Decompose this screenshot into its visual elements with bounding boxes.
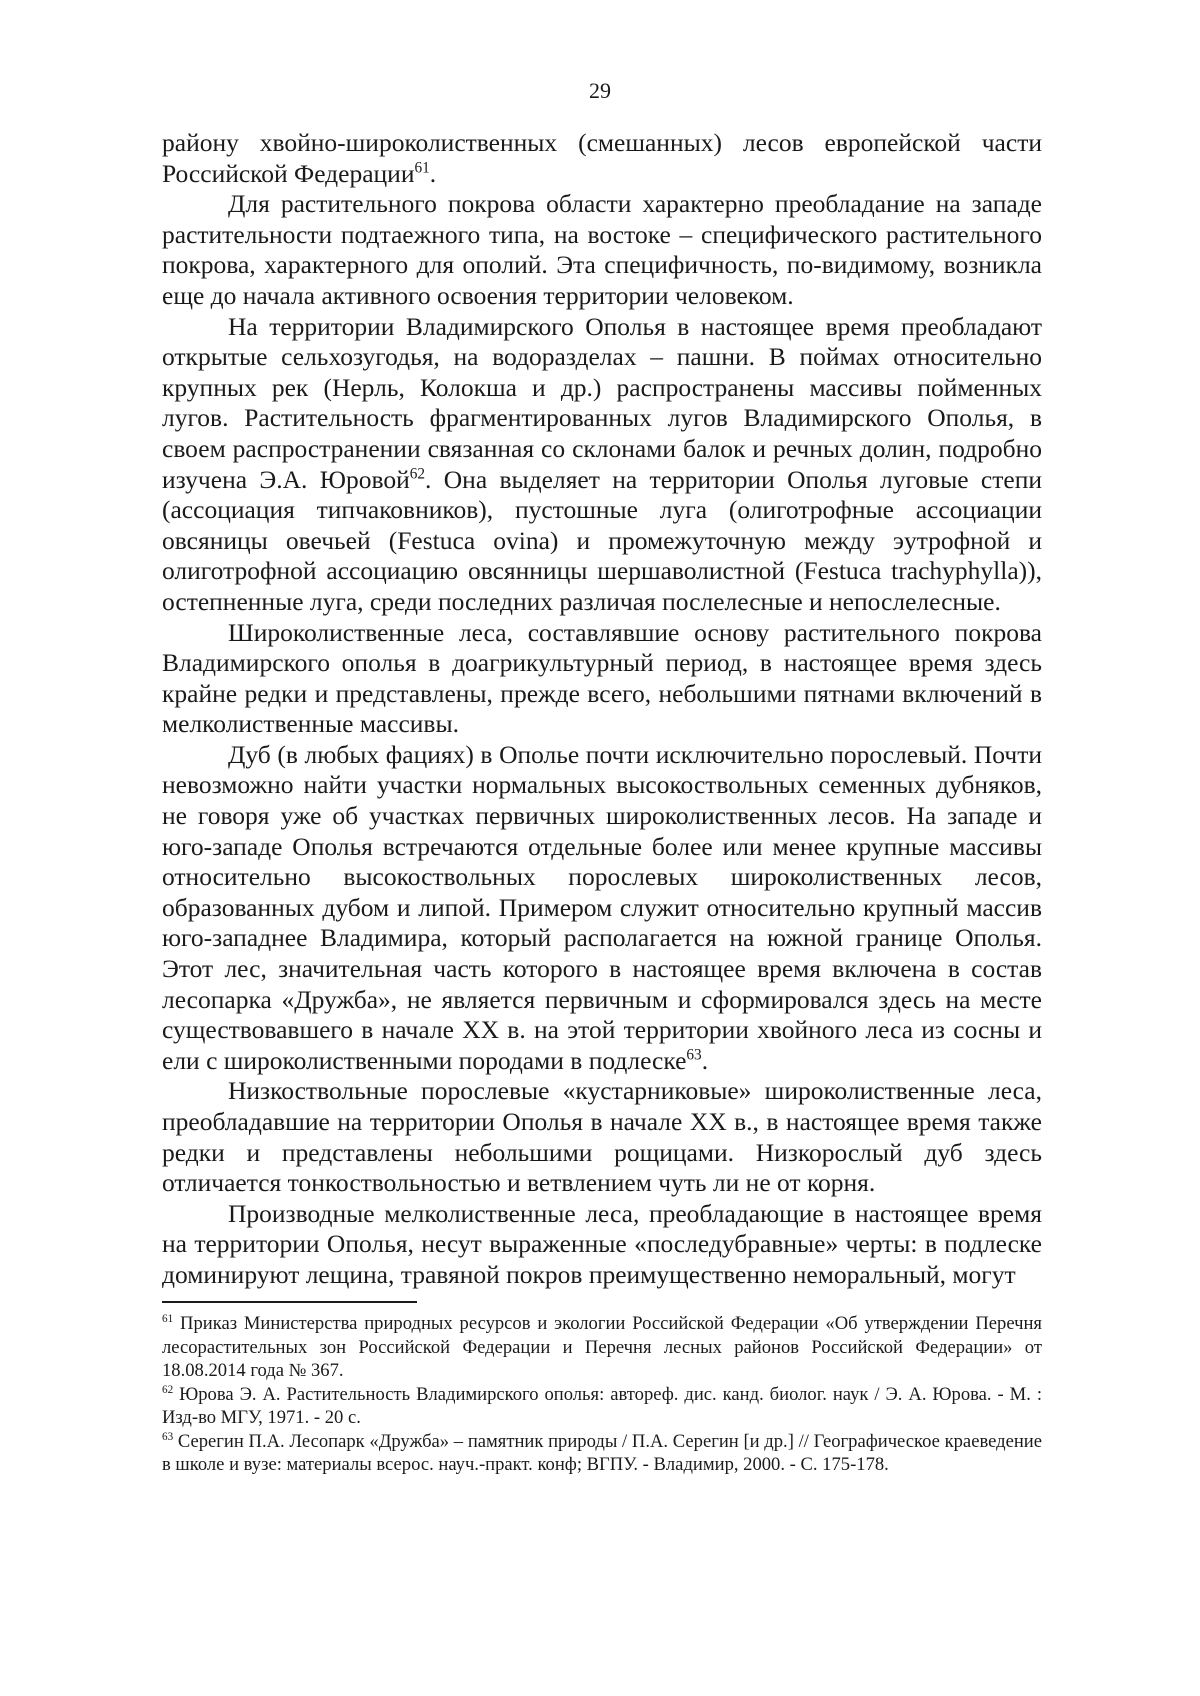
paragraph-text: району хвойно-широколиственных (смешанных) лесов европейской части Российской Федерации bbox=[162, 128, 1042, 188]
footnotes bbox=[162, 1312, 1042, 1477]
paragraph bbox=[162, 189, 1042, 311]
footnote-text: Юрова Э. А. Растительность Владимирского ополья: автореф. дис. канд. биолог. наук / Э. А. Юрова. - М. : Изд-во МГУ, 1971. - 20 с. bbox=[162, 1383, 1042, 1428]
paragraph bbox=[162, 312, 1042, 618]
page-number: 29 bbox=[589, 78, 611, 103]
paragraph bbox=[162, 1076, 1042, 1198]
paragraph-text: На территории Владимирского Ополья в настоящее время преобладают открытые сельхозугодья, на водоразделах – пашни. В поймах относительно крупных рек (Нерль, Колокша и др.) распространены массивы пойменных лугов. Растительность фрагментированных лугов Владимирского Ополья, в своем распространении связанная со склонами балок и речных долин, подробно изучена Э.А. Юровой bbox=[162, 311, 1042, 494]
footnote-number: 61 bbox=[162, 1312, 174, 1325]
paragraph bbox=[162, 1199, 1042, 1291]
footnote bbox=[162, 1312, 1042, 1383]
paragraph-tail: . bbox=[701, 1045, 709, 1075]
paragraph-tail: . Она выделяет на территории Ополья луговые степи (ассоциация типчаковников), пустошные луга (олиготрофные ассоциации овсяницы овечьей (Festuca ovina) и промежуточную между эутрофной и олиготрофной ассоциацию овсянницы шершаволистной (Festuca trachyphylla)), остепненные луга, среди последних различая послелесные и непослелесные. bbox=[162, 464, 1043, 616]
footnote-ref[interactable]: 62 bbox=[409, 465, 426, 483]
paragraph bbox=[162, 618, 1042, 740]
paragraph bbox=[162, 128, 1042, 189]
footnote-text: Серегин П.А. Лесопарк «Дружба» – памятник природы / П.А. Серегин [и др.] // Географическое краеведение в школе и вузе: материалы всерос. науч.-практ. конф; ВГПУ. - Владимир, 2000. - С. 175-178. bbox=[162, 1430, 1042, 1475]
footnote bbox=[162, 1430, 1042, 1477]
paragraph-text: Широколиственные леса, составлявшие основу растительного покрова Владимирского ополья в доагрикультурный период, в настоящее время здесь крайне редки и представлены, прежде всего, небольшими пятнами включений в мелколиственные массивы. bbox=[162, 617, 1042, 739]
footnote-ref[interactable]: 61 bbox=[414, 159, 430, 177]
paragraph-tail: . bbox=[429, 158, 437, 188]
paragraph-text: Для растительного покрова области характерно преобладание на западе растительности подтаежного типа, на востоке – специфического растительного покрова, характерного для ополий. Эта специфичность, по-видимому, возникла еще до начала активного освоения территории человеком. bbox=[162, 189, 1042, 310]
paragraph bbox=[162, 740, 1042, 1077]
footnote-separator bbox=[162, 1301, 417, 1303]
footnote bbox=[162, 1383, 1042, 1430]
paragraph-text: Дуб (в любых фациях) в Ополье почти исключительно порослевый. Почти невозможно найти участки нормальных высокоствольных семенных дубняков, не говоря уже об участках первичных широколиственных лесов. На западе и юго-западе Ополья встречаются отдельные более или менее крупные массивы относительно высокоствольных порослевых широколиственных лесов, образованных дубом и липой. Примером служит относительно крупный массив юго-западнее Владимира, который располагается на южной границе Ополья. Этот лес, значительная часть которого в настоящее время включена в состав лесопарка «Дружба», не является первичным и сформировался здесь на месте существовавшего в начале XX в. на этой территории хвойного леса из сосны и ели с широколиственными породами в подлеске bbox=[162, 739, 1042, 1075]
paragraph-text: Низкоствольные порослевые «кустарниковые» широколиственные леса, преобладавшие на территории Ополья в начале XX в., в настоящее время также редки и представлены небольшими рощицами. Низкорослый дуб здесь отличается тонкоствольностью и ветвлением чуть ли не от корня. bbox=[162, 1076, 1042, 1198]
body-text bbox=[162, 128, 1042, 1291]
footnote-ref[interactable]: 63 bbox=[686, 1046, 702, 1064]
footnote-text: Приказ Министерства природных ресурсов и экологии Российской Федерации «Об утверждении Перечня лесорастительных зон Российской Федерации и Перечня лесных районов Российской Федерации» от 18.08.2014 года № 367. bbox=[162, 1313, 1042, 1381]
footnote-number: 63 bbox=[162, 1430, 174, 1443]
footnote-number: 62 bbox=[162, 1383, 174, 1396]
paragraph-text: Производные мелколиственные леса, преобладающие в настоящее время на территории Ополья, несут выраженные «последубравные» черты: в подлеске доминируют лещина, травяной покров преимущественно неморальный, могут bbox=[162, 1198, 1042, 1289]
